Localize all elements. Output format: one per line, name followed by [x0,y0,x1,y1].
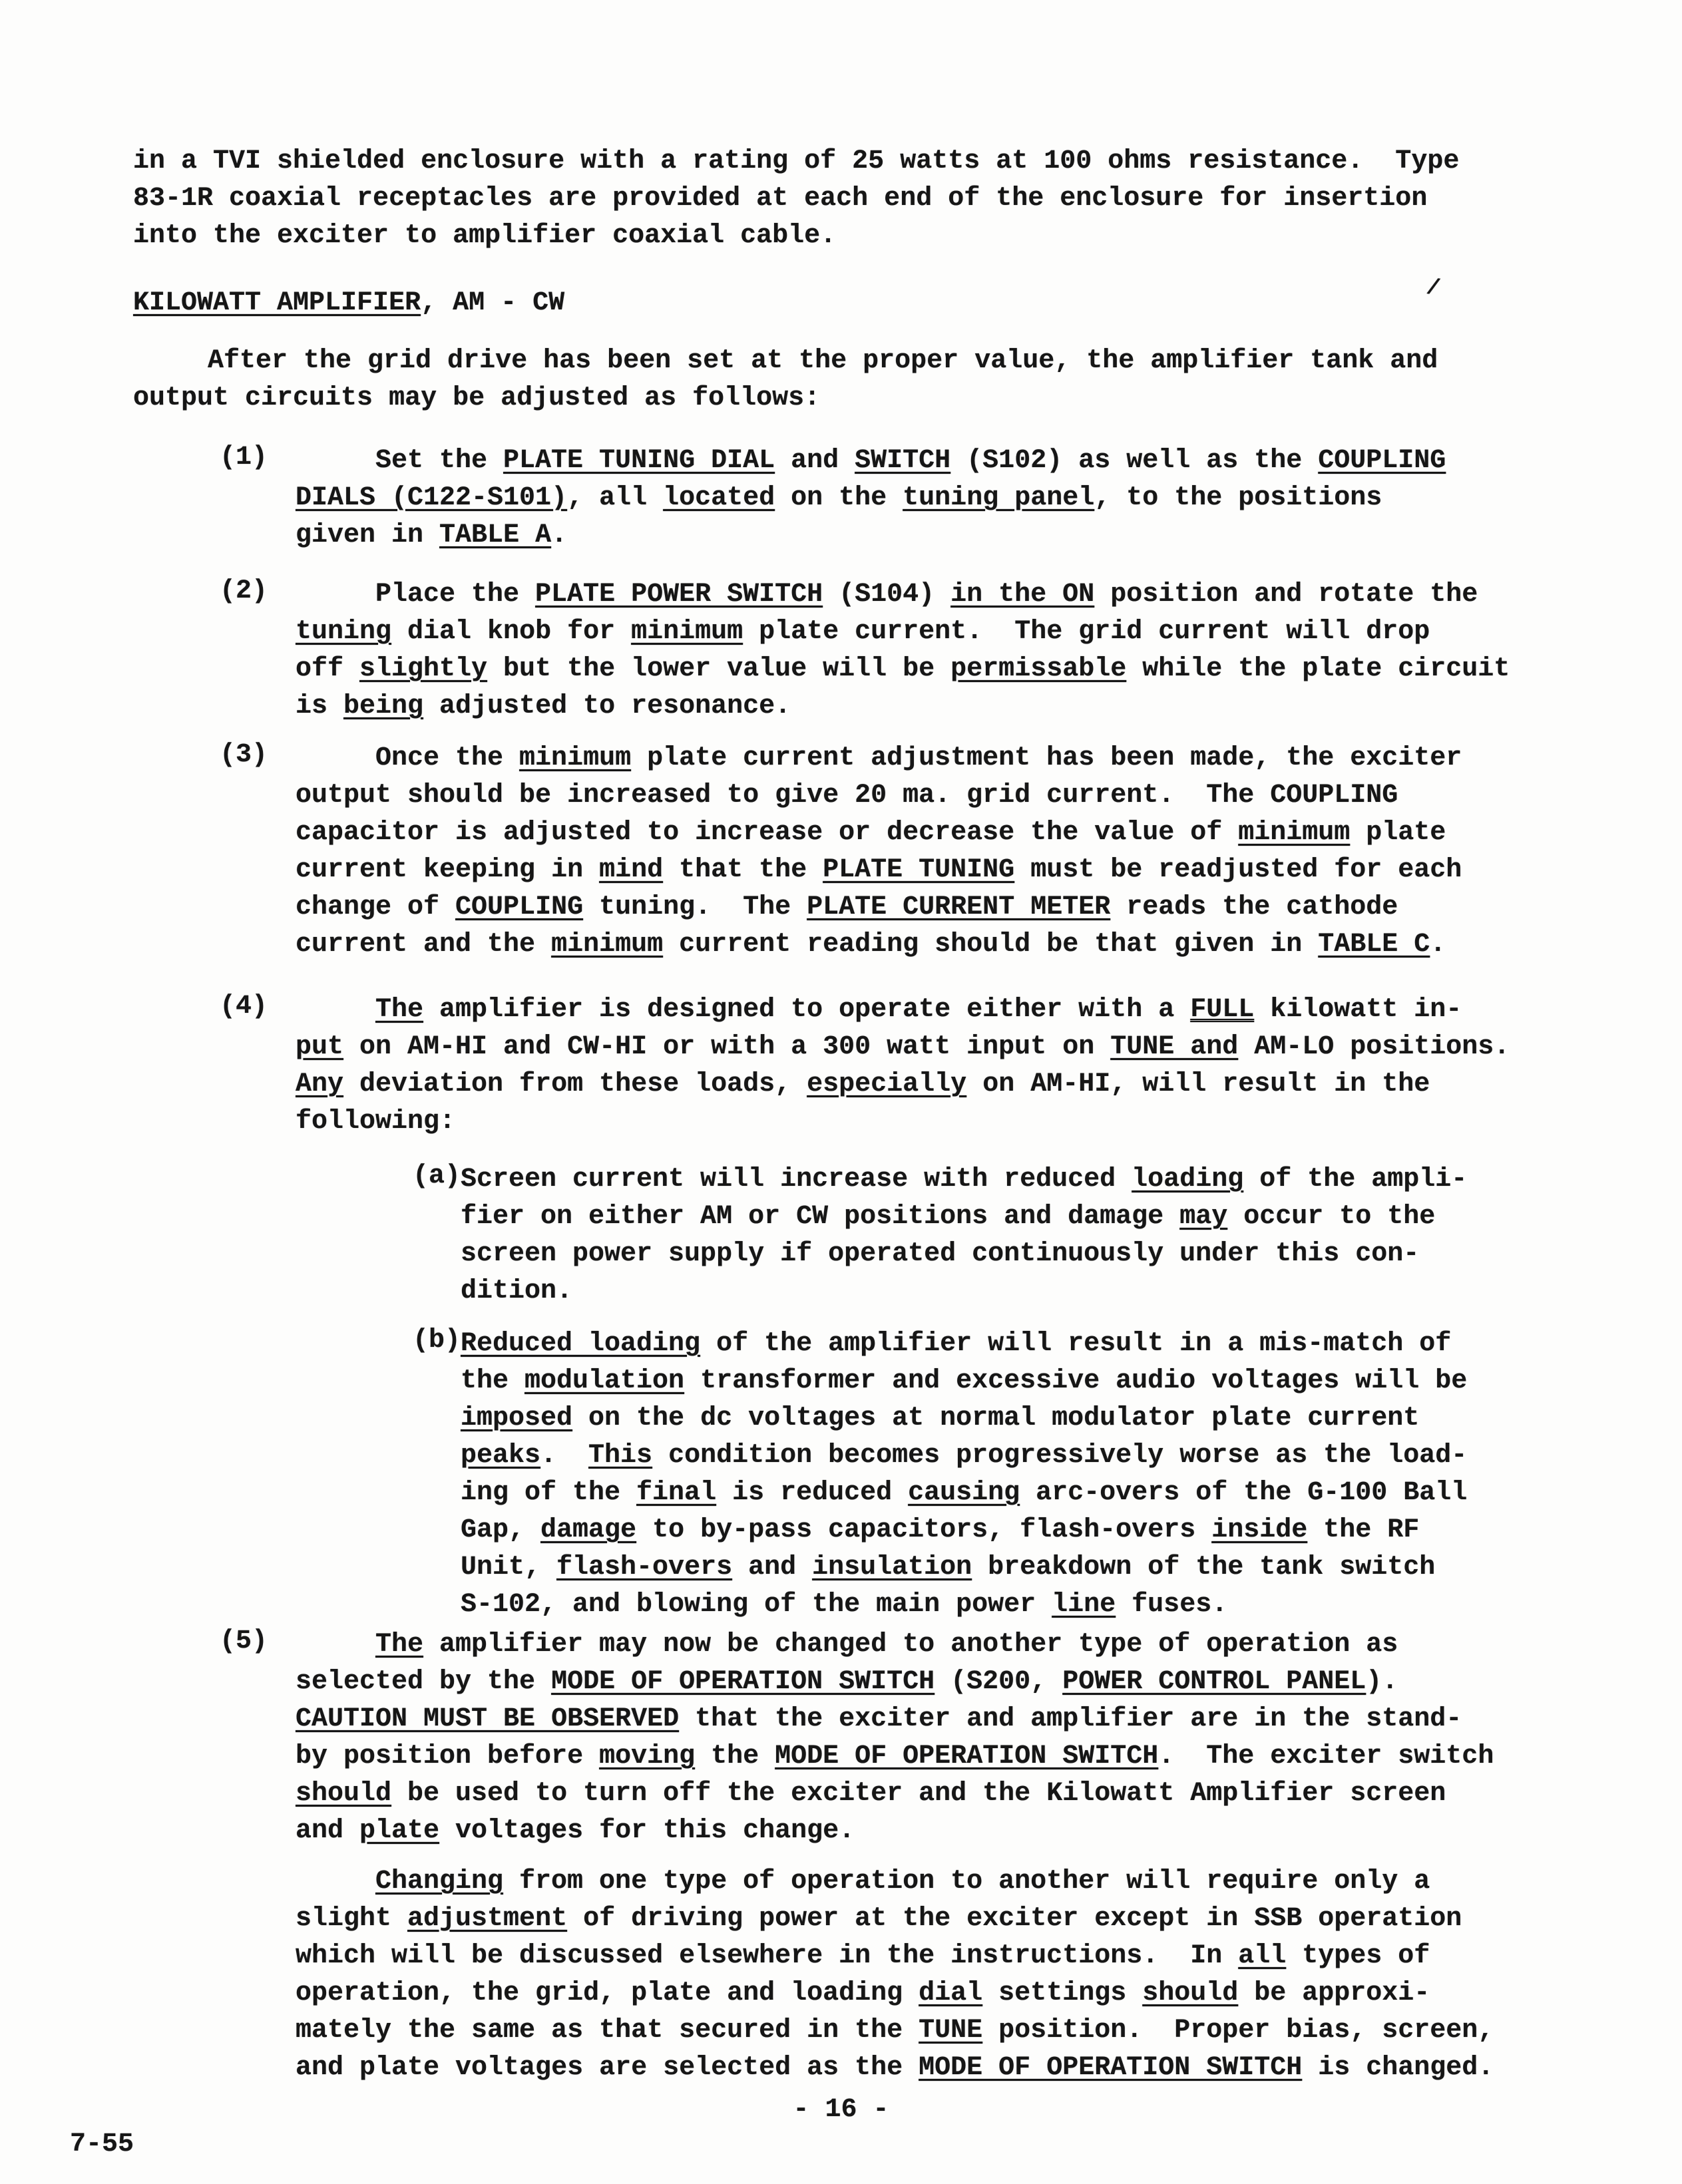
underlined-text: may [1179,1202,1228,1232]
text-segment: kilowatt in- [1254,995,1462,1025]
text-segment: on AM-HI and CW-HI or with a 300 watt input on [343,1032,1111,1062]
text-segment: slight [296,1904,408,1934]
text-segment: of the amplifier will result in a mis-match of [700,1329,1452,1359]
text-segment: types of [1286,1941,1430,1971]
underlined-text: all [1238,1941,1287,1971]
underlined-text: TUNE [919,2016,983,2046]
text-line [461,1475,1467,1512]
underlined-text: moving [599,1741,696,1771]
text-segment: the [461,1366,525,1396]
underlined-text: MODE OF OPERATION SWITCH [775,1741,1159,1771]
underlined-text: should [1142,1978,1239,2008]
text-segment: , AM - CW [421,288,565,318]
underlined-text: dial [919,1978,983,2008]
underlined-text: peaks [461,1441,541,1471]
text-line [296,651,1510,688]
text-segment: on the [775,483,903,513]
text-segment: be used to turn off the exciter and the Kilowatt Amplifier screen [391,1779,1446,1809]
underlined-text: TABLE C [1318,930,1430,960]
text-line [461,1586,1467,1624]
underlined-text: FULL [1190,995,1255,1025]
text-segment: position. Proper bias, screen, [982,2016,1494,2046]
text-segment: plate current. The grid current will drop [743,617,1430,647]
paragraph-8 [413,1326,1468,1624]
text-segment: the [695,1741,775,1771]
paragraph-6 [220,992,1510,1141]
stray-apostrophe-mark: / [1424,275,1442,303]
text-segment: plate current adjustment has been made, the exciter [631,743,1462,773]
text-segment: of the ampli- [1243,1165,1468,1194]
text-segment: but the lower value will be [487,654,951,684]
underlined-text: COUPLING [1318,446,1446,476]
text-segment: (S102) as well as the [950,446,1319,476]
text-segment: ). [1366,1667,1398,1697]
text-segment: is reduced [716,1478,909,1508]
underlined-text: minimum [519,743,632,773]
underlined-text: mind [599,855,664,885]
text-segment: and plate voltages are selected as the [296,2053,919,2083]
list-label: (1) [220,443,268,472]
text-line [296,1975,1494,2012]
text-segment: adjusted to resonance. [423,691,791,721]
text-line [296,2050,1494,2087]
underlined-text: tuning [296,617,392,647]
underlined-text: MODE OF OPERATION SWITCH [919,2053,1303,2083]
underlined-text: put [296,1032,344,1062]
underlined-text: final [636,1478,717,1508]
text-segment: . [1430,930,1446,960]
text-segment: plate [1350,818,1446,848]
text-line [296,517,1446,554]
text-segment: condition becomes progressively worse as the load- [652,1441,1468,1471]
underlined-text: Reduced loading [461,1329,701,1359]
text-segment: into the exciter to amplifier coaxial cable. [133,221,837,251]
underlined-text: MODE OF OPERATION SWITCH [551,1667,935,1697]
underlined-text: COUPLING [455,892,584,922]
underlined-text: in the ON [950,580,1095,610]
text-segment: Unit, [461,1552,557,1582]
text-segment: selected by the [296,1667,552,1697]
underlined-text: permissable [950,654,1127,684]
text-segment: ing of the [461,1478,637,1508]
text-segment: is changed. [1302,2053,1494,2083]
list-label: (a) [413,1161,461,1191]
text-segment: . [551,520,568,550]
underlined-text: slightly [359,654,488,684]
text-segment: must be readjusted for each [1014,855,1462,885]
underlined-text: being [343,691,424,721]
text-line [461,1363,1467,1400]
text-segment: mately the same as that secured in the [296,2016,919,2046]
text-line [133,218,1459,255]
list-label: (5) [220,1626,268,1656]
text-line [296,926,1462,964]
text-line [296,777,1462,815]
text-segment: on the dc voltages at normal modulator plate current [572,1403,1420,1433]
underlined-text: DIALS (C122-S101) [296,483,568,513]
text-segment: operation, the grid, plate and loading [296,1978,919,2008]
text-segment: . [540,1441,589,1471]
text-line [296,2012,1494,2050]
underlined-text: line [1052,1590,1116,1620]
footer-date-code: 7-55 [70,2129,134,2159]
text-segment: current keeping in [296,855,600,885]
text-segment: 83-1R coaxial receptacles are provided at each end of the enclosure for insertion [133,184,1428,214]
text-segment: current reading should be that given in [663,930,1319,960]
text-line [296,614,1510,651]
text-segment: (S104) [823,580,951,610]
text-segment: and [775,446,855,476]
text-segment: given in [296,520,440,550]
text-segment: (S200, [935,1667,1063,1697]
text-segment: . The exciter switch [1158,1741,1494,1771]
text-segment: screen power supply if operated continuously under this con- [461,1239,1420,1269]
underlined-text: causing [908,1478,1020,1508]
text-segment: that the exciter and amplifier are in the stand- [679,1704,1462,1734]
text-segment: tuning. The [583,892,807,922]
text-line [133,343,1438,380]
text-segment: reads the cathode [1110,892,1398,922]
underlined-text: PLATE TUNING [823,855,1015,885]
underlined-text: tuning panel [903,483,1095,513]
text-segment: AM-LO positions. [1238,1032,1510,1062]
text-line [296,1664,1494,1701]
paragraph-10 [296,1863,1494,2087]
text-segment: Screen current will increase with reduced [461,1165,1132,1194]
text-line [296,1938,1494,1975]
text-line [461,1437,1467,1475]
text-line [133,285,564,322]
underlined-text: modulation [525,1366,685,1396]
text-segment: occur to the [1227,1202,1436,1232]
text-line [296,443,1446,480]
text-segment: settings [982,1978,1143,2008]
text-segment: on AM-HI, will result in the [966,1069,1430,1099]
text-line [296,852,1462,889]
text-segment: transformer and excessive audio voltages will be [684,1366,1468,1396]
text-segment: dition. [461,1276,573,1306]
paragraph-9 [220,1626,1494,1850]
text-segment: capacitor is adjusted to increase or decrease the value of [296,818,1239,848]
page-number: - 16 - [793,2095,889,2125]
text-segment: , all [567,483,664,513]
text-line [296,1813,1494,1850]
text-segment: following: [296,1107,456,1137]
text-line [296,740,1462,777]
text-segment: S-102, and blowing of the main power [461,1590,1052,1620]
underlined-text: Changing [375,1867,504,1897]
text-line [296,688,1510,725]
text-line [133,380,1438,417]
underlined-text: PLATE TUNING DIAL [503,446,775,476]
text-segment: and [732,1552,813,1582]
underlined-text: flash-overs [556,1552,733,1582]
text-segment: breakdown of the tank switch [972,1552,1436,1582]
list-label: (4) [220,992,268,1021]
underlined-text: POWER CONTROL PANEL [1062,1667,1367,1697]
text-segment: Gap, [461,1515,541,1545]
text-segment: , to the positions [1094,483,1382,513]
text-segment: output circuits may be adjusted as follows: [133,383,821,413]
text-line [461,1326,1467,1363]
text-line [296,1901,1494,1938]
underlined-text: KILOWATT AMPLIFIER [133,288,421,318]
paragraph-4 [220,576,1510,725]
text-segment: After the grid drive has been set at the proper value, the amplifier tank and [208,346,1438,376]
text-line [296,992,1510,1029]
underlined-text: CAUTION MUST BE OBSERVED [296,1704,680,1734]
underlined-text: The [375,1630,424,1660]
text-segment: while the plate circuit [1126,654,1510,684]
paragraph-7 [413,1161,1468,1310]
underlined-text: minimum [631,617,743,647]
paragraph-0 [133,143,1459,255]
list-label: (3) [220,740,268,770]
text-line [296,1863,1494,1901]
text-segment: Set the [375,446,504,476]
text-line [461,1198,1467,1236]
text-segment: off [296,654,360,684]
text-line [296,1626,1494,1664]
underlined-text: SWITCH [855,446,951,476]
underlined-text: inside [1211,1515,1308,1545]
text-line [296,576,1510,614]
text-segment: in a TVI shielded enclosure with a rating of 25 watts at 100 ohms resistance. Type [133,146,1460,176]
list-label: (2) [220,576,268,606]
text-segment: and [296,1816,360,1846]
text-segment: Place the [375,580,536,610]
text-line [461,1273,1467,1310]
text-line [296,1738,1494,1775]
paragraph-5 [220,740,1462,964]
text-line [296,889,1462,926]
text-segment: fuses. [1116,1590,1228,1620]
text-line [296,1066,1510,1103]
text-segment: is [296,691,344,721]
underlined-text: insulation [812,1552,972,1582]
text-segment: deviation from these loads, [343,1069,807,1099]
text-line [296,1775,1494,1813]
text-segment: amplifier is designed to operate either with a [423,995,1191,1025]
text-segment: the RF [1307,1515,1420,1545]
paragraph-2 [133,343,1438,417]
underlined-text: minimum [551,930,664,960]
text-segment: from one type of operation to another will require only a [503,1867,1430,1897]
underlined-text: TUNE and [1110,1032,1239,1062]
underlined-text: loading [1132,1165,1244,1194]
underlined-text: This [588,1441,653,1471]
text-line [296,815,1462,852]
text-segment: output should be increased to give 20 ma. grid current. The COUPLING [296,781,1398,811]
underlined-text: imposed [461,1403,573,1433]
text-segment: of driving power at the exciter except in SSB operation [567,1904,1462,1934]
text-segment: arc-overs of the G-100 Ball [1020,1478,1468,1508]
text-line [461,1400,1467,1437]
underlined-text: damage [540,1515,637,1545]
list-label: (b) [413,1326,461,1356]
underlined-text: located [663,483,775,513]
section-heading [133,285,564,322]
underlined-text: PLATE POWER SWITCH [535,580,823,610]
text-line [461,1236,1467,1273]
underlined-text: PLATE CURRENT METER [807,892,1111,922]
text-segment: position and rotate the [1094,580,1478,610]
text-line [461,1549,1467,1586]
text-line [296,1103,1510,1141]
text-line [296,480,1446,517]
underlined-text: The [375,995,424,1025]
text-line [133,180,1459,218]
paragraph-3 [220,443,1446,554]
text-line [296,1701,1494,1738]
text-segment: be approxi- [1238,1978,1430,2008]
text-line [461,1512,1467,1549]
underlined-text: should [296,1779,392,1809]
underlined-text: especially [807,1069,967,1099]
text-segment: fier on either AM or CW positions and damage [461,1202,1180,1232]
text-segment: change of [296,892,456,922]
text-segment: amplifier may now be changed to another type of operation as [423,1630,1398,1660]
text-segment: which will be discussed elsewhere in the instructions. In [296,1941,1239,1971]
text-line [296,1029,1510,1066]
text-segment: current and the [296,930,552,960]
underlined-text: Any [296,1069,344,1099]
text-segment: dial knob for [391,617,632,647]
underlined-text: plate [359,1816,440,1846]
text-segment: voltages for this change. [439,1816,855,1846]
text-line [133,143,1459,180]
underlined-text: TABLE A [439,520,552,550]
underlined-text: minimum [1238,818,1351,848]
text-segment: to by-pass capacitors, flash-overs [636,1515,1212,1545]
text-line [461,1161,1467,1198]
underlined-text: adjustment [407,1904,568,1934]
text-segment: by position before [296,1741,600,1771]
text-segment: Once the [375,743,520,773]
text-segment: that the [663,855,823,885]
